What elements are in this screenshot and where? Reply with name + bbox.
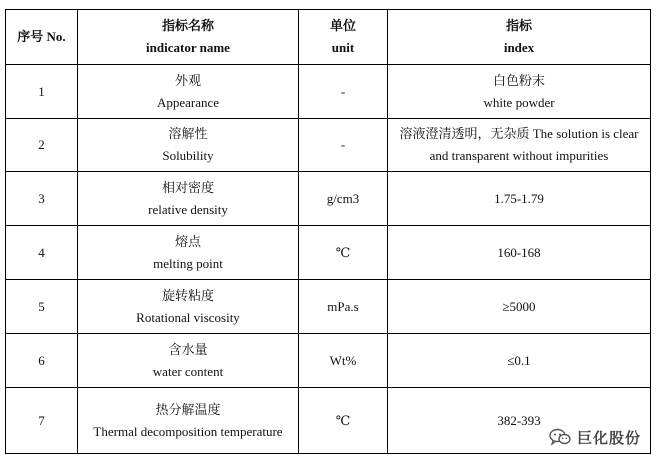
name-en: Solubility [162, 148, 214, 163]
cell-no: 7 [6, 388, 78, 454]
name-en: Rotational viscosity [136, 309, 240, 325]
name-cn: 含水量 [168, 341, 208, 357]
index-line2: white powder [483, 94, 555, 110]
name-cn: 外观 [174, 72, 201, 88]
index-line2: and transparent without impurities [429, 148, 609, 163]
cell-index [388, 65, 651, 119]
cell-unit: - [299, 65, 388, 119]
cell-no: 1 [6, 65, 78, 119]
cell-name [78, 334, 299, 388]
name-en: water content [152, 363, 224, 379]
cell-no: 3 [6, 172, 78, 226]
table-row [6, 334, 651, 388]
cell-no: 2 [6, 119, 78, 172]
table-row [6, 280, 651, 334]
cell-unit: - [299, 119, 388, 172]
header-name-cn: 指标名称 [161, 18, 214, 33]
name-en: Appearance [156, 94, 220, 110]
index-line1: 溶液澄清透明，无杂质 The solution is clear [399, 126, 639, 141]
header-unit [299, 10, 388, 65]
spec-table [5, 9, 651, 454]
name-en: Thermal decomposition temperature [93, 423, 283, 439]
watermark [545, 425, 645, 449]
name-en: melting point [153, 255, 223, 271]
cell-unit: mPa.s [299, 280, 388, 334]
cell-no: 4 [6, 226, 78, 280]
cell-index [388, 172, 651, 226]
name-cn: 溶解性 [168, 126, 208, 141]
header-no [6, 10, 78, 65]
cell-name [78, 65, 299, 119]
cell-unit: g/cm3 [299, 172, 388, 226]
cell-name [78, 280, 299, 334]
header-index-cn: 指标 [505, 18, 532, 33]
header-unit-cn: 单位 [329, 18, 356, 33]
table-row [6, 65, 651, 119]
index-value: ≥5000 [502, 298, 536, 314]
name-cn: 熔点 [174, 233, 201, 249]
watermark-text: 巨化股份 [577, 428, 642, 447]
header-index-en: index [503, 40, 535, 55]
name-en: relative density [148, 201, 228, 217]
table-row [6, 172, 651, 226]
header-row [6, 10, 651, 65]
index-value: 1.75-1.79 [494, 190, 544, 206]
index-value: 160-168 [497, 244, 541, 260]
header-name [78, 10, 299, 65]
cell-no: 5 [6, 280, 78, 334]
cell-name [78, 172, 299, 226]
header-no-label: 序号 No. [17, 29, 66, 44]
index-value: 382-393 [497, 412, 541, 428]
table-row [6, 119, 651, 172]
header-unit-en: unit [331, 40, 355, 55]
header-name-en: indicator name [146, 40, 230, 55]
cell-index [388, 119, 651, 172]
cell-name [78, 119, 299, 172]
name-cn: 相对密度 [161, 179, 214, 195]
index-line1: 白色粉末 [492, 72, 545, 88]
cell-index [388, 334, 651, 388]
cell-name [78, 388, 299, 454]
cell-unit: ℃ [299, 388, 388, 454]
cell-no: 6 [6, 334, 78, 388]
index-value: ≤0.1 [507, 352, 531, 368]
cell-index [388, 280, 651, 334]
cell-index [388, 226, 651, 280]
cell-name [78, 226, 299, 280]
cell-unit: Wt% [299, 334, 388, 388]
header-index [388, 10, 651, 65]
wechat-icon [549, 428, 571, 446]
name-cn: 旋转粘度 [161, 287, 214, 303]
name-cn: 热分解温度 [155, 401, 221, 417]
table-row [6, 226, 651, 280]
cell-unit: ℃ [299, 226, 388, 280]
